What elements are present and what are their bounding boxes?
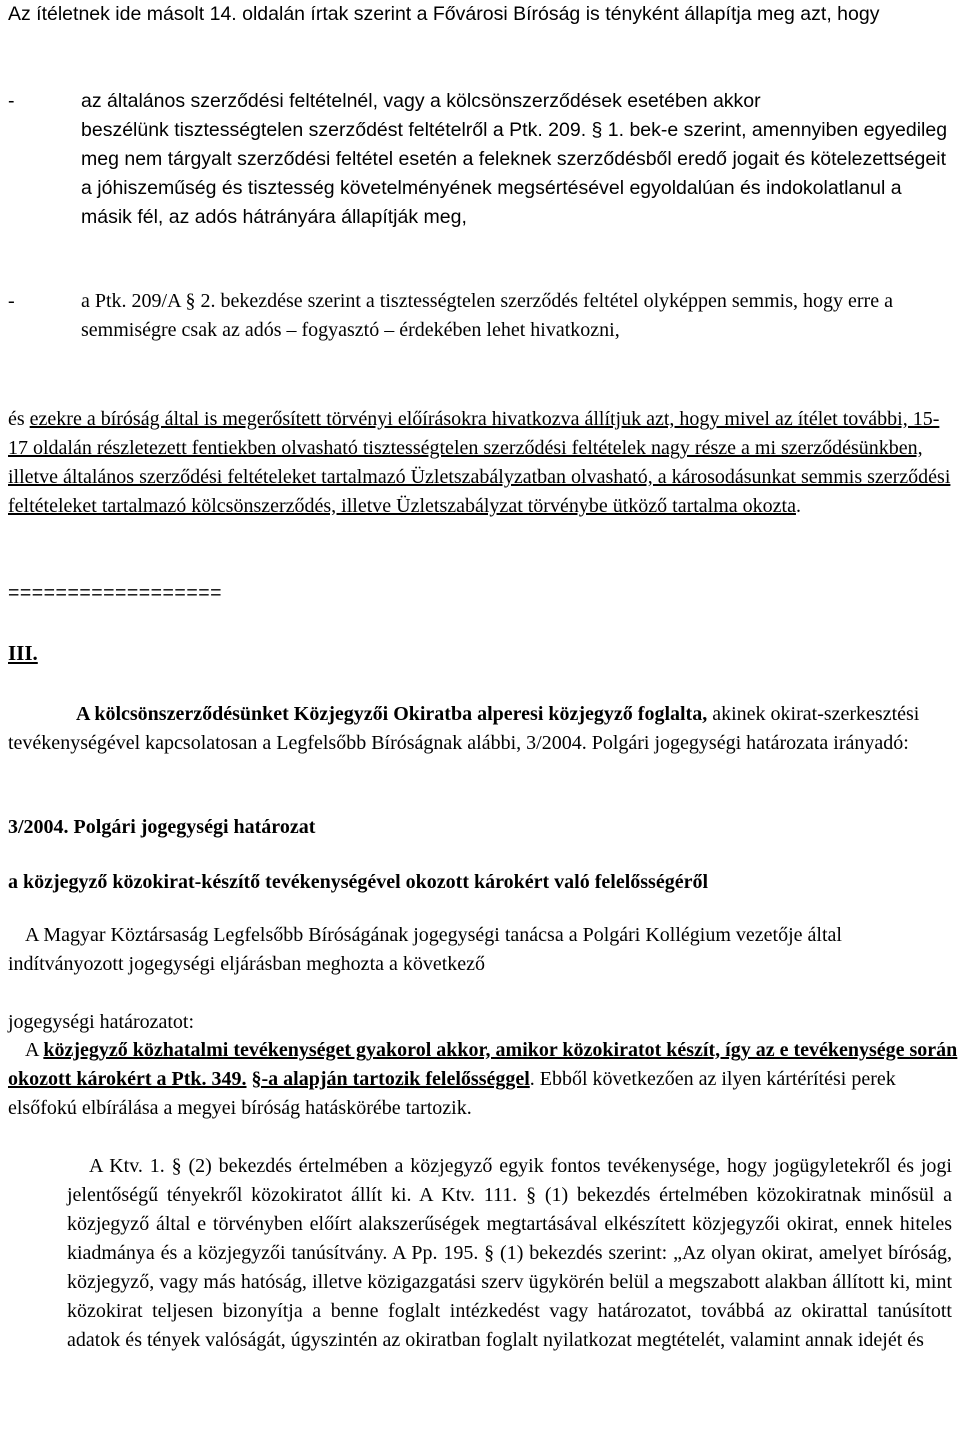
ruling-lead: A bbox=[25, 1039, 44, 1061]
conclusion-underlined: ezekre a bíróság által is megerősített törvényi előírásokra hivatkozva állítjuk azt, hogy mivel az ítélet további, 15-17 oldalán részletezett fentiekben olvasható tisztességtelen szerződési feltételek nagy része a mi szerződésünkben, illetve általános szerződési feltételeket tartalmazó Üzletszabályzatban olvasható, a károsodásunkat semmis szerződési feltételeket tartalmazó kölcsönszerződés, illetve Üzletszabályzat törvénybe ütköző tartalma okozta bbox=[8, 408, 951, 517]
bullet-2-text: a Ptk. 209/A § 2. bekezdése szerint a tisztességtelen szerződés feltétel olyképpen semmis, hogy erre a semmiségre csak az adós – fogyasztó – érdekében lehet hivatkozni, bbox=[81, 290, 893, 341]
bullet-dash-2: - bbox=[8, 290, 15, 312]
section-number: III. bbox=[8, 641, 38, 665]
section-paragraph bbox=[8, 700, 958, 758]
decision-label: jogegységi határozatot: bbox=[8, 1011, 195, 1033]
ruling-underlined-2: §-a alapján tartozik felelősséggel bbox=[251, 1068, 530, 1090]
conclusion-lead: és bbox=[8, 408, 30, 430]
conclusion-paragraph bbox=[8, 405, 958, 521]
decision-intro: A Magyar Köztársaság Legfelsőbb Bíróságának jogegységi tanácsa a Polgári Kollégium vezetője által indítványozott jogegységi eljárásban meghozta a következő bbox=[8, 924, 842, 975]
decision-subtitle: a közjegyző közokirat-készítő tevékenységével okozott károkért való felelősségéről bbox=[8, 871, 709, 893]
intro-paragraph: Az ítéletnek ide másolt 14. oldalán írtak szerint a Fővárosi Bíróság is tényként állapítja meg azt, hogy bbox=[8, 3, 880, 25]
conclusion-tail: . bbox=[795, 495, 801, 517]
section-para-rest: akinek okirat-szerkesztési tevékenységével kapcsolatosan a Legfelsőbb Bíróságnak alábbi, 3/2004. Polgári jogegységi határozata irányadó: bbox=[8, 703, 920, 754]
ruling-underlined-1: közjegyző közhatalmi tevékenységet gyakorol akkor, amikor közokiratot készít, így az e tevékenysége során okozott károkért a Ptk. 349. bbox=[8, 1039, 958, 1090]
decision-title: 3/2004. Polgári jogegységi határozat bbox=[8, 816, 316, 838]
ruling-tail: . Ebből következően az ilyen kártérítési perek elsőfokú elbírálása a megyei bíróság hatáskörébe tartozik. bbox=[8, 1068, 896, 1119]
section-para-bold: A kölcsönszerződésünket Közjegyzői Okiratba alperesi közjegyző foglalta, bbox=[76, 703, 708, 725]
ruling-paragraph bbox=[8, 1036, 958, 1123]
bullet-1-text: beszélünk tisztességtelen szerződést feltételről a Ptk. 209. § 1. bek-e szerint, amennyiben egyedileg meg nem tárgyalt szerződési feltétel esetén a feleknek szerződésből eredő jogait és kötelezettségeit a jóhiszeműség és tisztesség követelményének megsértésével egyoldalúan és indokolatlanul a másik fél, az adós hátrányára állapítják meg, bbox=[81, 119, 948, 228]
bullet-1-first-line: az általános szerződési feltételnél, vagy a kölcsönszerződések esetében akkor bbox=[81, 90, 761, 112]
ktv-paragraph: A Ktv. 1. § (2) bekezdés értelmében a közjegyző egyik fontos tevékenysége, hogy jogügyletekről és jogi jelentőségű tényekről közokiratot állít ki. A Ktv. 111. § (1) bekezdés értelmében közokiratnak minősül a közjegyző által e törvényben előírt alakszerűségek megtartásával elkészített közjegyzői okirat, ennek hiteles kiadmánya és a közjegyzői tanúsítvány. A Pp. 195. § (1) bekezdés szerint: „Az olyan okirat, amelyet bíróság, közjegyző, vagy más hatóság, illetve közigazgatási szerv ügykörén belül a megszabott alakban állított ki, mint közokirat teljesen bizonyítja a benne foglalt intézkedést vagy határozatot, továbbá az okirattal tanúsított adatok és tények valóságát, úgyszintén az okiratban foglalt nyilatkozat megtételét, valamint annak idejét és bbox=[67, 1155, 952, 1351]
separator-line: ================== bbox=[8, 582, 222, 604]
bullet-dash-1: - bbox=[8, 90, 15, 112]
